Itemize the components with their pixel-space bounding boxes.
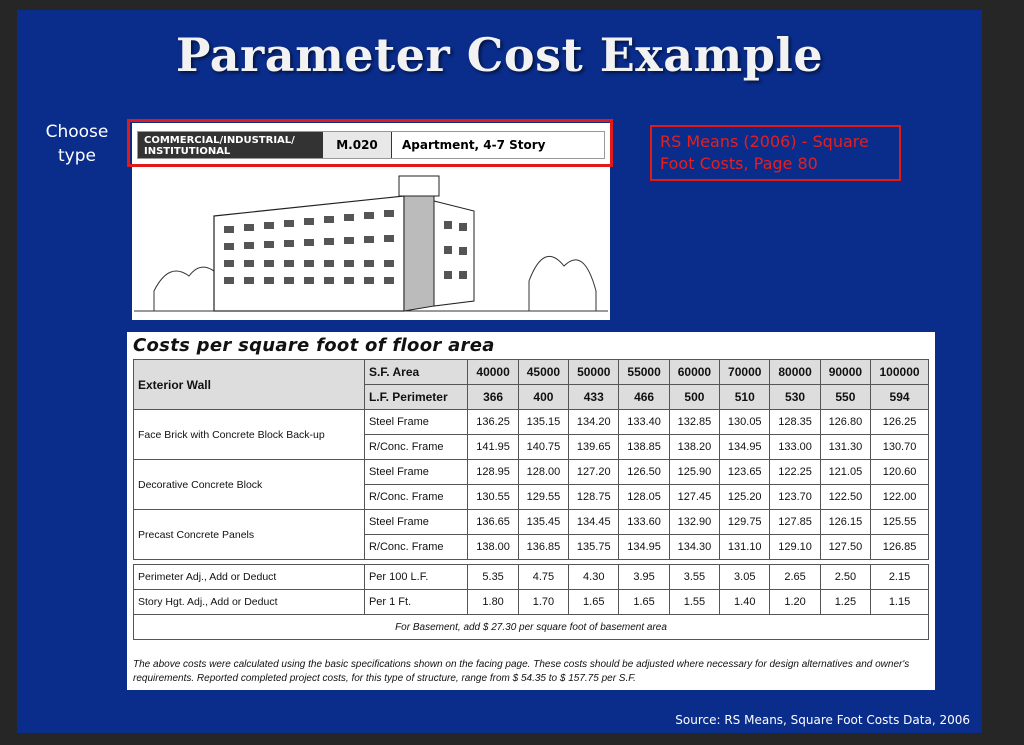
adjustment-label: Perimeter Adj., Add or Deduct xyxy=(134,565,365,590)
sf-area-value: 50000 xyxy=(569,360,619,385)
sf-area-value: 70000 xyxy=(720,360,770,385)
cost-value: 134.30 xyxy=(669,535,719,560)
cost-value: 128.00 xyxy=(518,460,568,485)
cost-value: 135.75 xyxy=(569,535,619,560)
cost-value: 131.10 xyxy=(720,535,770,560)
cost-value: 138.00 xyxy=(468,535,518,560)
cost-value: 128.95 xyxy=(468,460,518,485)
adjustment-value: 1.80 xyxy=(468,590,518,615)
cost-value: 132.85 xyxy=(669,410,719,435)
cost-value: 134.20 xyxy=(569,410,619,435)
table-row xyxy=(134,410,929,435)
adjustment-value: 1.65 xyxy=(619,590,669,615)
apartment-building-illustration xyxy=(134,171,608,317)
cost-value: 123.70 xyxy=(770,485,820,510)
lf-perimeter-value: 550 xyxy=(820,385,870,410)
cost-value: 136.25 xyxy=(468,410,518,435)
adjustment-row xyxy=(134,565,929,590)
cost-value: 129.75 xyxy=(720,510,770,535)
cost-value: 127.85 xyxy=(770,510,820,535)
cost-value: 126.80 xyxy=(820,410,870,435)
cost-value: 135.45 xyxy=(518,510,568,535)
cost-value: 136.65 xyxy=(468,510,518,535)
sf-area-value: 90000 xyxy=(820,360,870,385)
adjustment-value: 5.35 xyxy=(468,565,518,590)
cost-value: 127.50 xyxy=(820,535,870,560)
frame-type: Steel Frame xyxy=(364,510,467,535)
adjustment-value: 1.15 xyxy=(871,590,929,615)
cost-value: 141.95 xyxy=(468,435,518,460)
frame-type: Steel Frame xyxy=(364,410,467,435)
sf-area-value: 55000 xyxy=(619,360,669,385)
lf-perimeter-value: 433 xyxy=(569,385,619,410)
adjustment-value: 1.20 xyxy=(770,590,820,615)
adjustment-value: 1.65 xyxy=(569,590,619,615)
cost-value: 128.75 xyxy=(569,485,619,510)
cost-value: 139.65 xyxy=(569,435,619,460)
cost-value: 121.05 xyxy=(820,460,870,485)
lf-perimeter-value: 594 xyxy=(871,385,929,410)
frame-type: R/Conc. Frame xyxy=(364,485,467,510)
cost-value: 122.00 xyxy=(871,485,929,510)
cost-value: 126.25 xyxy=(871,410,929,435)
type-highlight-box xyxy=(127,119,613,167)
adjustment-value: 1.40 xyxy=(720,590,770,615)
exterior-wall-name: Face Brick with Concrete Block Back-up xyxy=(134,410,365,460)
sf-area-value: 45000 xyxy=(518,360,568,385)
cost-value: 130.55 xyxy=(468,485,518,510)
adjustment-value: 4.30 xyxy=(569,565,619,590)
source-citation: Source: RS Means, Square Foot Costs Data, 2006 xyxy=(675,713,970,727)
cost-value: 135.15 xyxy=(518,410,568,435)
table-title: Costs per square foot of floor area xyxy=(133,335,495,356)
table-row xyxy=(134,510,929,535)
cost-value: 138.20 xyxy=(669,435,719,460)
adjustment-unit: Per 100 L.F. xyxy=(364,565,467,590)
sf-area-value: 60000 xyxy=(669,360,719,385)
cost-value: 125.90 xyxy=(669,460,719,485)
cost-value: 128.35 xyxy=(770,410,820,435)
sf-area-row xyxy=(134,360,929,385)
cost-value: 122.50 xyxy=(820,485,870,510)
cost-value: 130.05 xyxy=(720,410,770,435)
basement-note: For Basement, add $ 27.30 per square foot of basement area xyxy=(134,615,929,640)
cost-value: 130.70 xyxy=(871,435,929,460)
cost-value: 120.60 xyxy=(871,460,929,485)
table-row xyxy=(134,460,929,485)
cost-table xyxy=(133,359,929,640)
basement-row xyxy=(134,615,929,640)
exterior-wall-name: Precast Concrete Panels xyxy=(134,510,365,560)
cost-table-panel xyxy=(127,332,935,690)
frame-type: R/Conc. Frame xyxy=(364,435,467,460)
adjustment-label: Story Hgt. Adj., Add or Deduct xyxy=(134,590,365,615)
lf-perimeter-value: 366 xyxy=(468,385,518,410)
cost-value: 127.20 xyxy=(569,460,619,485)
exterior-wall-header: Exterior Wall xyxy=(134,360,365,410)
adjustment-value: 1.55 xyxy=(669,590,719,615)
adjustment-value: 2.65 xyxy=(770,565,820,590)
catalog-code: M.020 xyxy=(323,132,392,158)
sf-area-value: 100000 xyxy=(871,360,929,385)
cost-value: 134.95 xyxy=(619,535,669,560)
lf-perimeter-value: 510 xyxy=(720,385,770,410)
cost-value: 133.60 xyxy=(619,510,669,535)
adjustment-value: 4.75 xyxy=(518,565,568,590)
lf-perimeter-value: 400 xyxy=(518,385,568,410)
lf-perimeter-label: L.F. Perimeter xyxy=(364,385,467,410)
cost-value: 128.05 xyxy=(619,485,669,510)
frame-type: Steel Frame xyxy=(364,460,467,485)
lf-perimeter-value: 530 xyxy=(770,385,820,410)
catalog-category: COMMERCIAL/INDUSTRIAL/ INSTITUTIONAL xyxy=(138,132,323,158)
adjustment-value: 2.15 xyxy=(871,565,929,590)
cost-value: 136.85 xyxy=(518,535,568,560)
adjustment-unit: Per 1 Ft. xyxy=(364,590,467,615)
cost-value: 126.50 xyxy=(619,460,669,485)
cost-value: 129.10 xyxy=(770,535,820,560)
cost-value: 127.45 xyxy=(669,485,719,510)
cost-value: 129.55 xyxy=(518,485,568,510)
cost-value: 126.85 xyxy=(871,535,929,560)
cost-value: 126.15 xyxy=(820,510,870,535)
cost-value: 140.75 xyxy=(518,435,568,460)
cost-value: 133.40 xyxy=(619,410,669,435)
adjustment-value: 2.50 xyxy=(820,565,870,590)
sf-area-label: S.F. Area xyxy=(364,360,467,385)
cost-value: 133.00 xyxy=(770,435,820,460)
reference-callout: RS Means (2006) - Square Foot Costs, Page 80 xyxy=(650,125,901,181)
adjustment-value: 3.55 xyxy=(669,565,719,590)
lf-perimeter-value: 500 xyxy=(669,385,719,410)
cost-value: 138.85 xyxy=(619,435,669,460)
table-footnote: The above costs were calculated using the basic specifications shown on the facing page. These costs should be adjusted where necessary for design alternatives and owner's requirements. Reported completed project costs, for this type of structure, range from $ 54.35 to $ 157.75 per S.F. xyxy=(133,659,910,684)
adjustment-value: 1.25 xyxy=(820,590,870,615)
cost-value: 125.55 xyxy=(871,510,929,535)
cost-value: 131.30 xyxy=(820,435,870,460)
cost-value: 132.90 xyxy=(669,510,719,535)
slide xyxy=(17,10,982,733)
slide-title: Parameter Cost Example xyxy=(175,28,824,82)
catalog-description: Apartment, 4-7 Story xyxy=(402,138,546,152)
sf-area-value: 40000 xyxy=(468,360,518,385)
sf-area-value: 80000 xyxy=(770,360,820,385)
lf-perimeter-value: 466 xyxy=(619,385,669,410)
cost-value: 123.65 xyxy=(720,460,770,485)
exterior-wall-name: Decorative Concrete Block xyxy=(134,460,365,510)
cost-value: 122.25 xyxy=(770,460,820,485)
choose-type-label: Choose type xyxy=(45,122,109,166)
cost-value: 125.20 xyxy=(720,485,770,510)
adjustment-value: 3.95 xyxy=(619,565,669,590)
frame-type: R/Conc. Frame xyxy=(364,535,467,560)
adjustment-value: 3.05 xyxy=(720,565,770,590)
adjustment-value: 1.70 xyxy=(518,590,568,615)
cost-value: 134.45 xyxy=(569,510,619,535)
adjustment-row xyxy=(134,590,929,615)
cost-value: 134.95 xyxy=(720,435,770,460)
